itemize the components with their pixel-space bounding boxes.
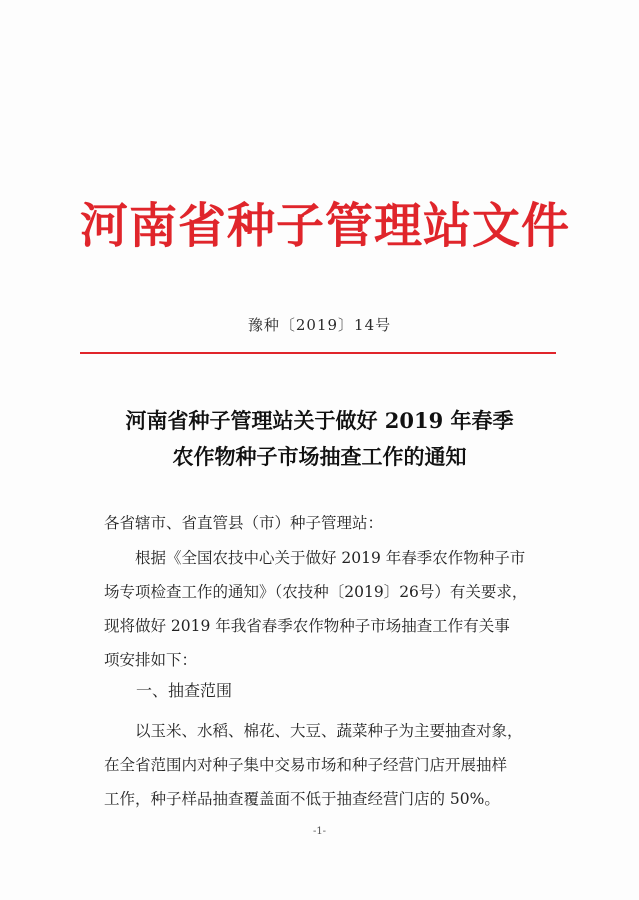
paragraph-2-line: 在全省范围内对种子集中交易市场和种子经营门店开展抽样 — [104, 756, 508, 774]
salutation: 各省辖市、省直管县（市）种子管理站： — [104, 514, 384, 532]
paragraph-1-line: 根据《全国农技中心关于做好 2019 年春季农作物种子市 — [104, 549, 526, 567]
paragraph-1-line: 项安排如下： — [104, 651, 198, 669]
red-divider-line — [80, 352, 556, 354]
notice-title — [0, 403, 639, 475]
section-heading-1: 一、抽查范围 — [136, 681, 233, 700]
document-header-title: 河南省种子管理站文件 — [80, 198, 571, 254]
paragraph-1-line: 场专项检查工作的通知》（农技种〔2019〕26号）有关要求， — [104, 583, 528, 601]
notice-title-line-1: 河南省种子管理站关于做好 2019 年春季 — [125, 408, 514, 433]
paragraph-2 — [104, 714, 523, 816]
paragraph-2-line: 工作，种子样品抽查覆盖面不低于抽查经营门店的 50%。 — [104, 790, 500, 808]
paragraph-2-line: 以玉米、水稻、棉花、大豆、蔬菜种子为主要抽查对象， — [104, 722, 523, 740]
paragraph-1-line: 现将做好 2019 年我省春季农作物种子市场抽查工作有关事 — [104, 617, 510, 635]
paragraph-1 — [104, 541, 527, 677]
document-number: 豫种〔2019〕14号 — [247, 316, 392, 334]
notice-title-line-2: 农作物种子市场抽查工作的通知 — [172, 444, 467, 469]
page-number: -1- — [312, 826, 327, 837]
